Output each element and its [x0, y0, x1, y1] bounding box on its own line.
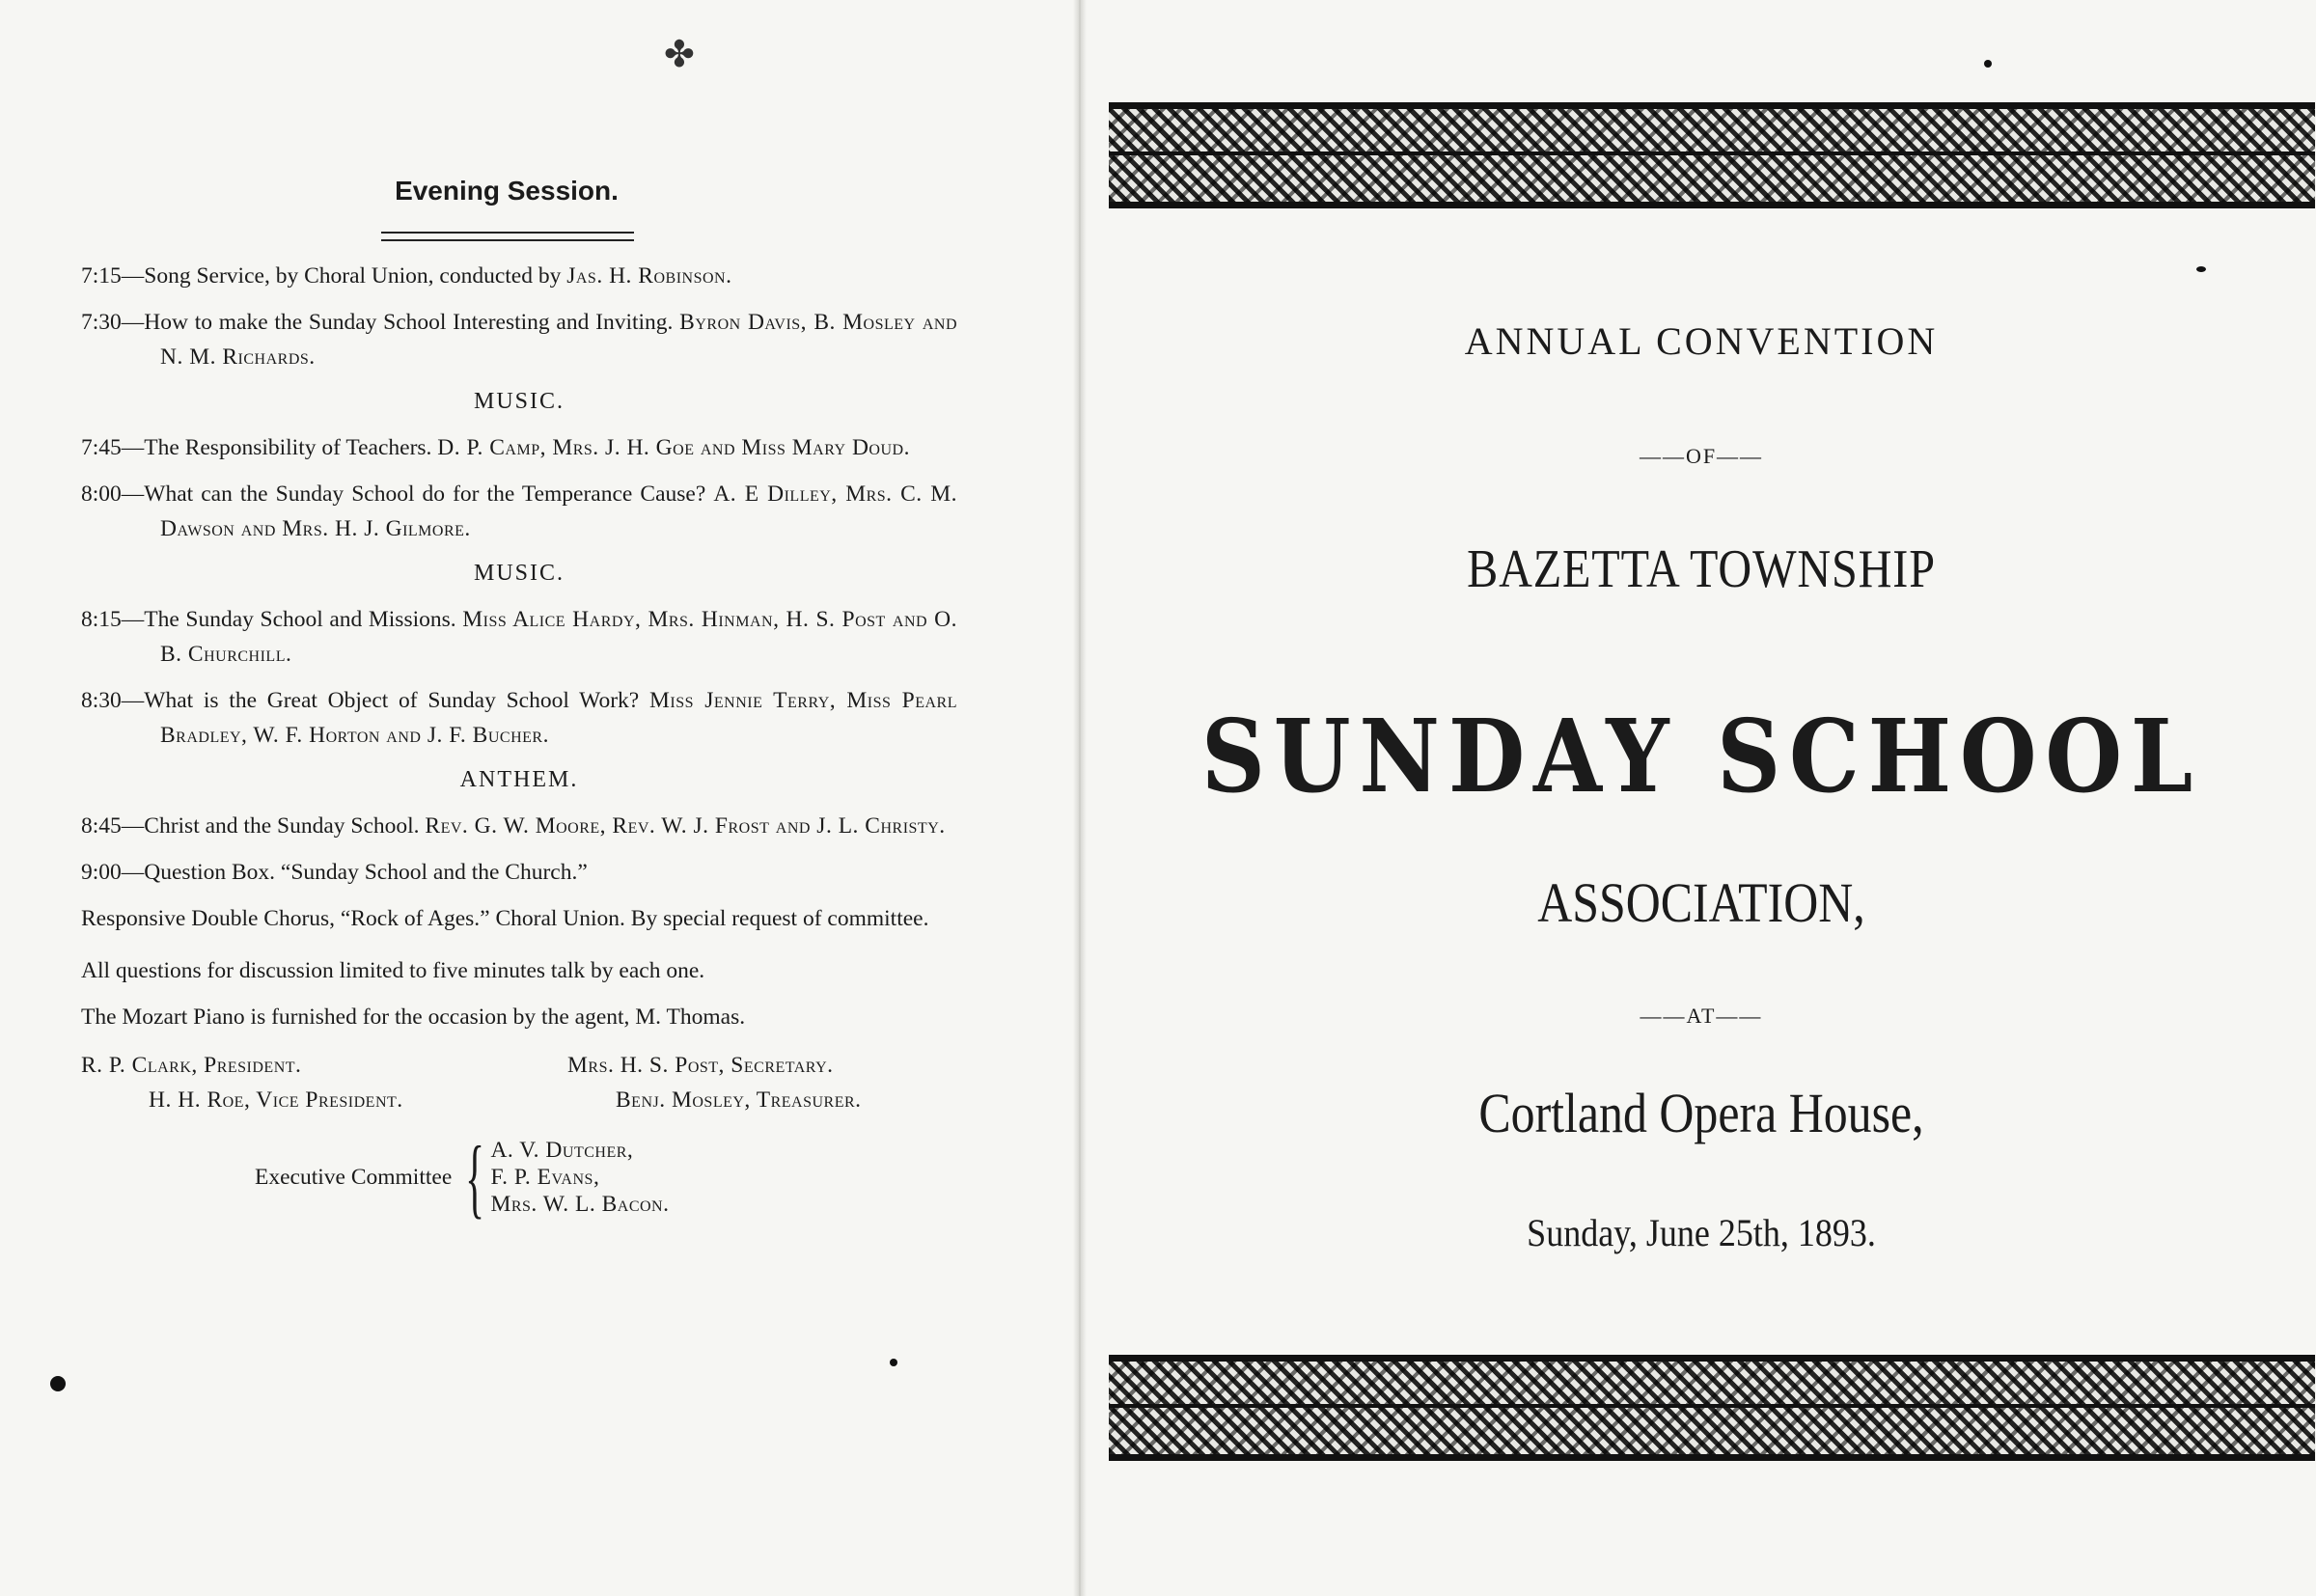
- at-divider: ——AT——: [1640, 1004, 1763, 1028]
- double-rule: [381, 232, 634, 241]
- ink-speck: [2196, 266, 2206, 272]
- committee-member: F. P. Evans,: [490, 1165, 600, 1190]
- program-entry: 9:00—Question Box. “Sunday School and the Church.”: [81, 860, 588, 885]
- ink-speck: [1984, 60, 1992, 68]
- program-list: [81, 259, 958, 1226]
- program-entry: 8:30—What is the Great Object of Sunday School Work? Miss Jennie Terry, Miss Pearl Bradley, W. F. Horton and J. F. Bucher.: [81, 688, 958, 748]
- officer-vice-president: H. H. Roe, Vice President.: [149, 1087, 403, 1113]
- officer-president: R. P. Clark, President.: [81, 1053, 302, 1078]
- township-name: BAZETTA TOWNSHIP: [1467, 539, 1936, 599]
- association: ASSOCIATION,: [1537, 871, 1865, 934]
- note-piano: The Mozart Piano is furnished for the occasion by the agent, M. Thomas.: [81, 1004, 746, 1030]
- main-title: SUNDAY SCHOOL: [1200, 697, 2202, 815]
- committee-member: A. V. Dutcher,: [490, 1138, 634, 1163]
- program-entry: 7:15—Song Service, by Choral Union, conducted by Jas. H. Robinson.: [81, 263, 732, 289]
- ornament-icon: ✤: [664, 35, 695, 75]
- committee-member: Mrs. W. L. Bacon.: [490, 1192, 670, 1217]
- section-heading-music: MUSIC.: [473, 389, 565, 414]
- committee-members: [490, 1137, 669, 1218]
- program-entry: 8:00—What can the Sunday School do for the Temperance Cause? A. E Dilley, Mrs. C. M. Dawson and Mrs. H. J. Gilmore.: [81, 482, 957, 541]
- ink-speck: [50, 1376, 66, 1391]
- committee-label: Executive Committee: [255, 1165, 453, 1190]
- section-heading-music: MUSIC.: [473, 561, 565, 586]
- right-page: [1087, 0, 2316, 1596]
- program-entry: 8:15—The Sunday School and Missions. Miss Alice Hardy, Mrs. Hinman, H. S. Post and O. B. Churchill.: [81, 607, 957, 667]
- section-heading-anthem: ANTHEM.: [459, 767, 579, 792]
- annual-convention: ANNUAL CONVENTION: [1464, 319, 1939, 363]
- ornamental-border-bottom: [1109, 1355, 2315, 1461]
- ornamental-border-top: [1109, 102, 2315, 208]
- program-entry: 7:45—The Responsibility of Teachers. D. P. Camp, Mrs. J. H. Goe and Miss Mary Doud.: [81, 435, 910, 460]
- left-page: [0, 0, 1073, 1596]
- officer-secretary: Mrs. H. S. Post, Secretary.: [567, 1053, 834, 1078]
- venue: Cortland Opera House,: [1478, 1082, 1924, 1144]
- of-divider: ——OF——: [1639, 444, 1764, 468]
- program-entry: 7:30—How to make the Sunday School Interesting and Inviting. Byron Davis, B. Mosley and N. M. Richards.: [81, 310, 957, 370]
- responsive-chorus: Responsive Double Chorus, “Rock of Ages.” Choral Union. By special request of committee.: [81, 906, 929, 931]
- page-fold: [1073, 0, 1087, 1596]
- officers: [81, 1048, 957, 1117]
- session-title: Evening Session.: [395, 176, 619, 206]
- event-date: Sunday, June 25th, 1893.: [1527, 1211, 1876, 1254]
- brace-icon: {: [465, 1128, 485, 1226]
- program-entry: 8:45—Christ and the Sunday School. Rev. G. W. Moore, Rev. W. J. Frost and J. L. Christy.: [81, 813, 946, 839]
- note-time-limit: All questions for discussion limited to five minutes talk by each one.: [81, 958, 705, 983]
- executive-committee: [255, 1128, 957, 1226]
- officer-treasurer: Benj. Mosley, Treasurer.: [616, 1087, 862, 1113]
- ink-speck: [890, 1359, 897, 1366]
